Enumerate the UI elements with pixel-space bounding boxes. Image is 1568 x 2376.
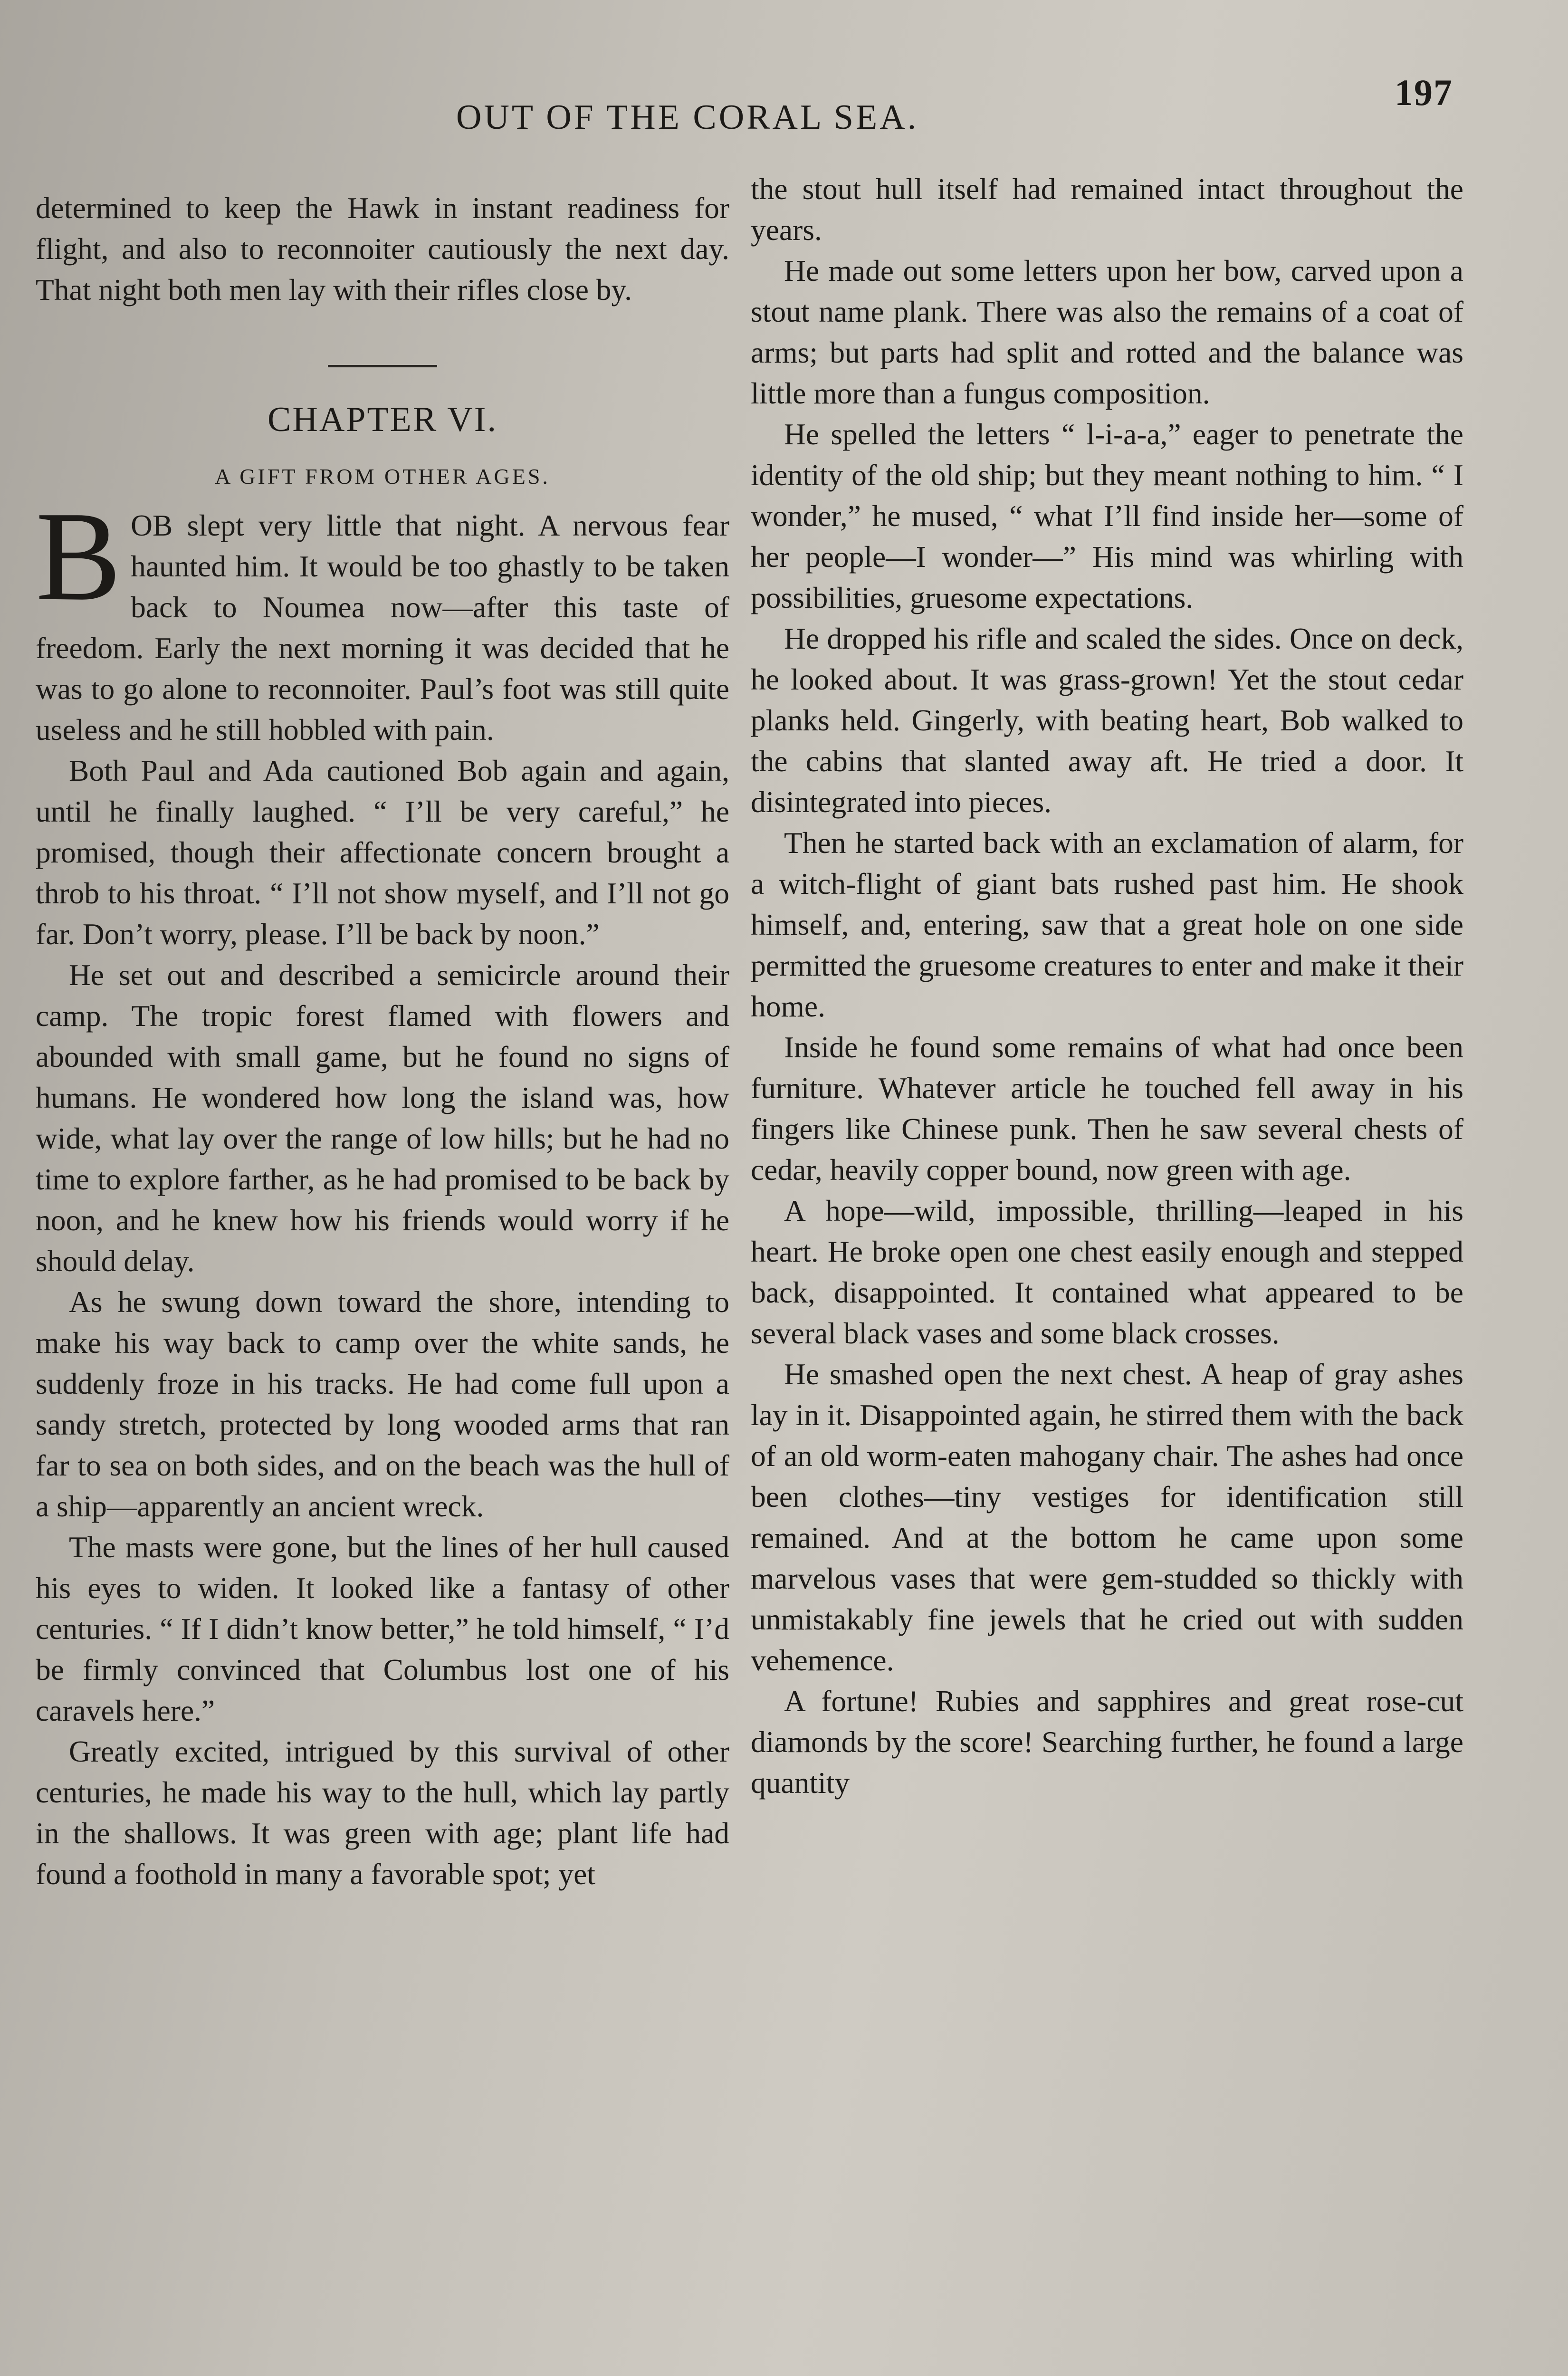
paragraph: The masts were gone, but the lines of her hull caused his eyes to widen. It looked like a fantasy of other centuries. “ If I didn’t know better,” he told himself, “ I’d be firmly convinced that Columbus lost one of his caravels here.” — [36, 1530, 729, 1727]
paragraph: Inside he found some remains of what had once been furniture. Whatever article he touched fell away in his fingers like Chinese punk. Then he saw several chests of cedar, heavily copper bound, now green with age. — [751, 1030, 1463, 1187]
paragraph: He dropped his rifle and scaled the sides. Once on deck, he looked about. It was grass-grown! Yet the stout cedar planks held. Gingerly, with beating heart, Bob walked to the cabins that slanted away aft. He tried a door. It disintegrated into pieces. — [751, 622, 1463, 819]
right-column — [751, 169, 1463, 1803]
chapter-subtitle: A GIFT FROM OTHER AGES. — [215, 464, 550, 489]
paragraph: the stout hull itself had remained intact throughout the years. — [751, 172, 1463, 247]
paragraph: As he swung down toward the shore, intending to make his way back to camp over the white sands, he suddenly froze in his tracks. He had come full upon a sandy stretch, protected by long wooded arms that ran far to sea on both sides, and on the beach was the hull of a ship—apparently an ancient wreck. — [36, 1285, 729, 1523]
paragraph-text: OB slept very little that night. A nervous fear haunted him. It would be too ghastly to be taken back to Noumea now—after this taste of freedom. Early the next morning it was decided that he was to go alone to reconnoiter. Paul’s foot was still quite useless and he still hobbled with pain. — [36, 508, 729, 747]
paragraph: A hope—wild, impossible, thrilling—leaped in his heart. He broke open one chest easily enough and stepped back, disappointed. It contained what appeared to be several black vases and some black crosses. — [751, 1194, 1463, 1350]
paragraph: He spelled the letters “ l-i-a-a,” eager to penetrate the identity of the old ship; but they meant nothing to him. “ I wonder,” he mused, “ what I’ll find inside her—some of her people—I wonder—” His mind was whirling with possibilities, gruesome expectations. — [751, 417, 1463, 614]
section-divider — [328, 365, 437, 367]
paragraph: Both Paul and Ada cautioned Bob again and again, until he finally laughed. “ I’ll be very careful,” he promised, though their affectionate concern brought a throb to his throat. “ I’ll not show myself, and I’ll not go far. Don’t worry, please. I’ll be back by noon.” — [36, 754, 729, 951]
paragraph: Greatly excited, intrigued by this survival of other centuries, he made his way to the hull, which lay partly in the shallows. It was green with age; plant life had found a foothold in many a favorable spot; yet — [36, 1734, 729, 1891]
paragraph: determined to keep the Hawk in instant readiness for flight, and also to reconnoiter cautiously the next day. That night both men lay with their rifles close by. — [36, 191, 729, 307]
opening-paragraph — [36, 485, 729, 750]
running-title: OUT OF THE CORAL SEA. — [456, 98, 919, 137]
paragraph: Then he started back with an exclamation of alarm, for a witch-flight of giant bats rushed past him. He shook himself, and, entering, saw that a great hole on one side permitted the gruesome creatures to enter and make it their home. — [751, 826, 1463, 1023]
chapter-title: CHAPTER VI. — [268, 400, 497, 439]
paragraph: He made out some letters upon her bow, carved upon a stout name plank. There was also the remains of a coat of arms; but parts had split and rotted and the balance was little more than a fungus composition. — [751, 254, 1463, 410]
paragraph: He set out and described a semicircle around their camp. The tropic forest flamed with flowers and abounded with small game, but he found no signs of humans. He wondered how long the island was, how wide, what lay over the range of low hills; but he had no time to explore farther, as he had promised to be back by noon, and he knew how his friends would worry if he should delay. — [36, 958, 729, 1278]
drop-cap: B — [36, 485, 122, 627]
page-number: 197 — [1395, 72, 1453, 113]
paragraph: He smashed open the next chest. A heap of gray ashes lay in it. Disappointed again, he stirred them with the back of an old worm-eaten mahogany chair. The ashes had once been clothes—tiny vestiges for identification still remained. And at the bottom he came upon some marvelous vases that were gem-studded so thickly with unmistakably fine jewels that he cried out with sudden vehemence. — [751, 1357, 1463, 1677]
left-column — [36, 188, 729, 1895]
paragraph: A fortune! Rubies and sapphires and great rose-cut diamonds by the score! Searching further, he found a large quantity — [751, 1684, 1463, 1800]
